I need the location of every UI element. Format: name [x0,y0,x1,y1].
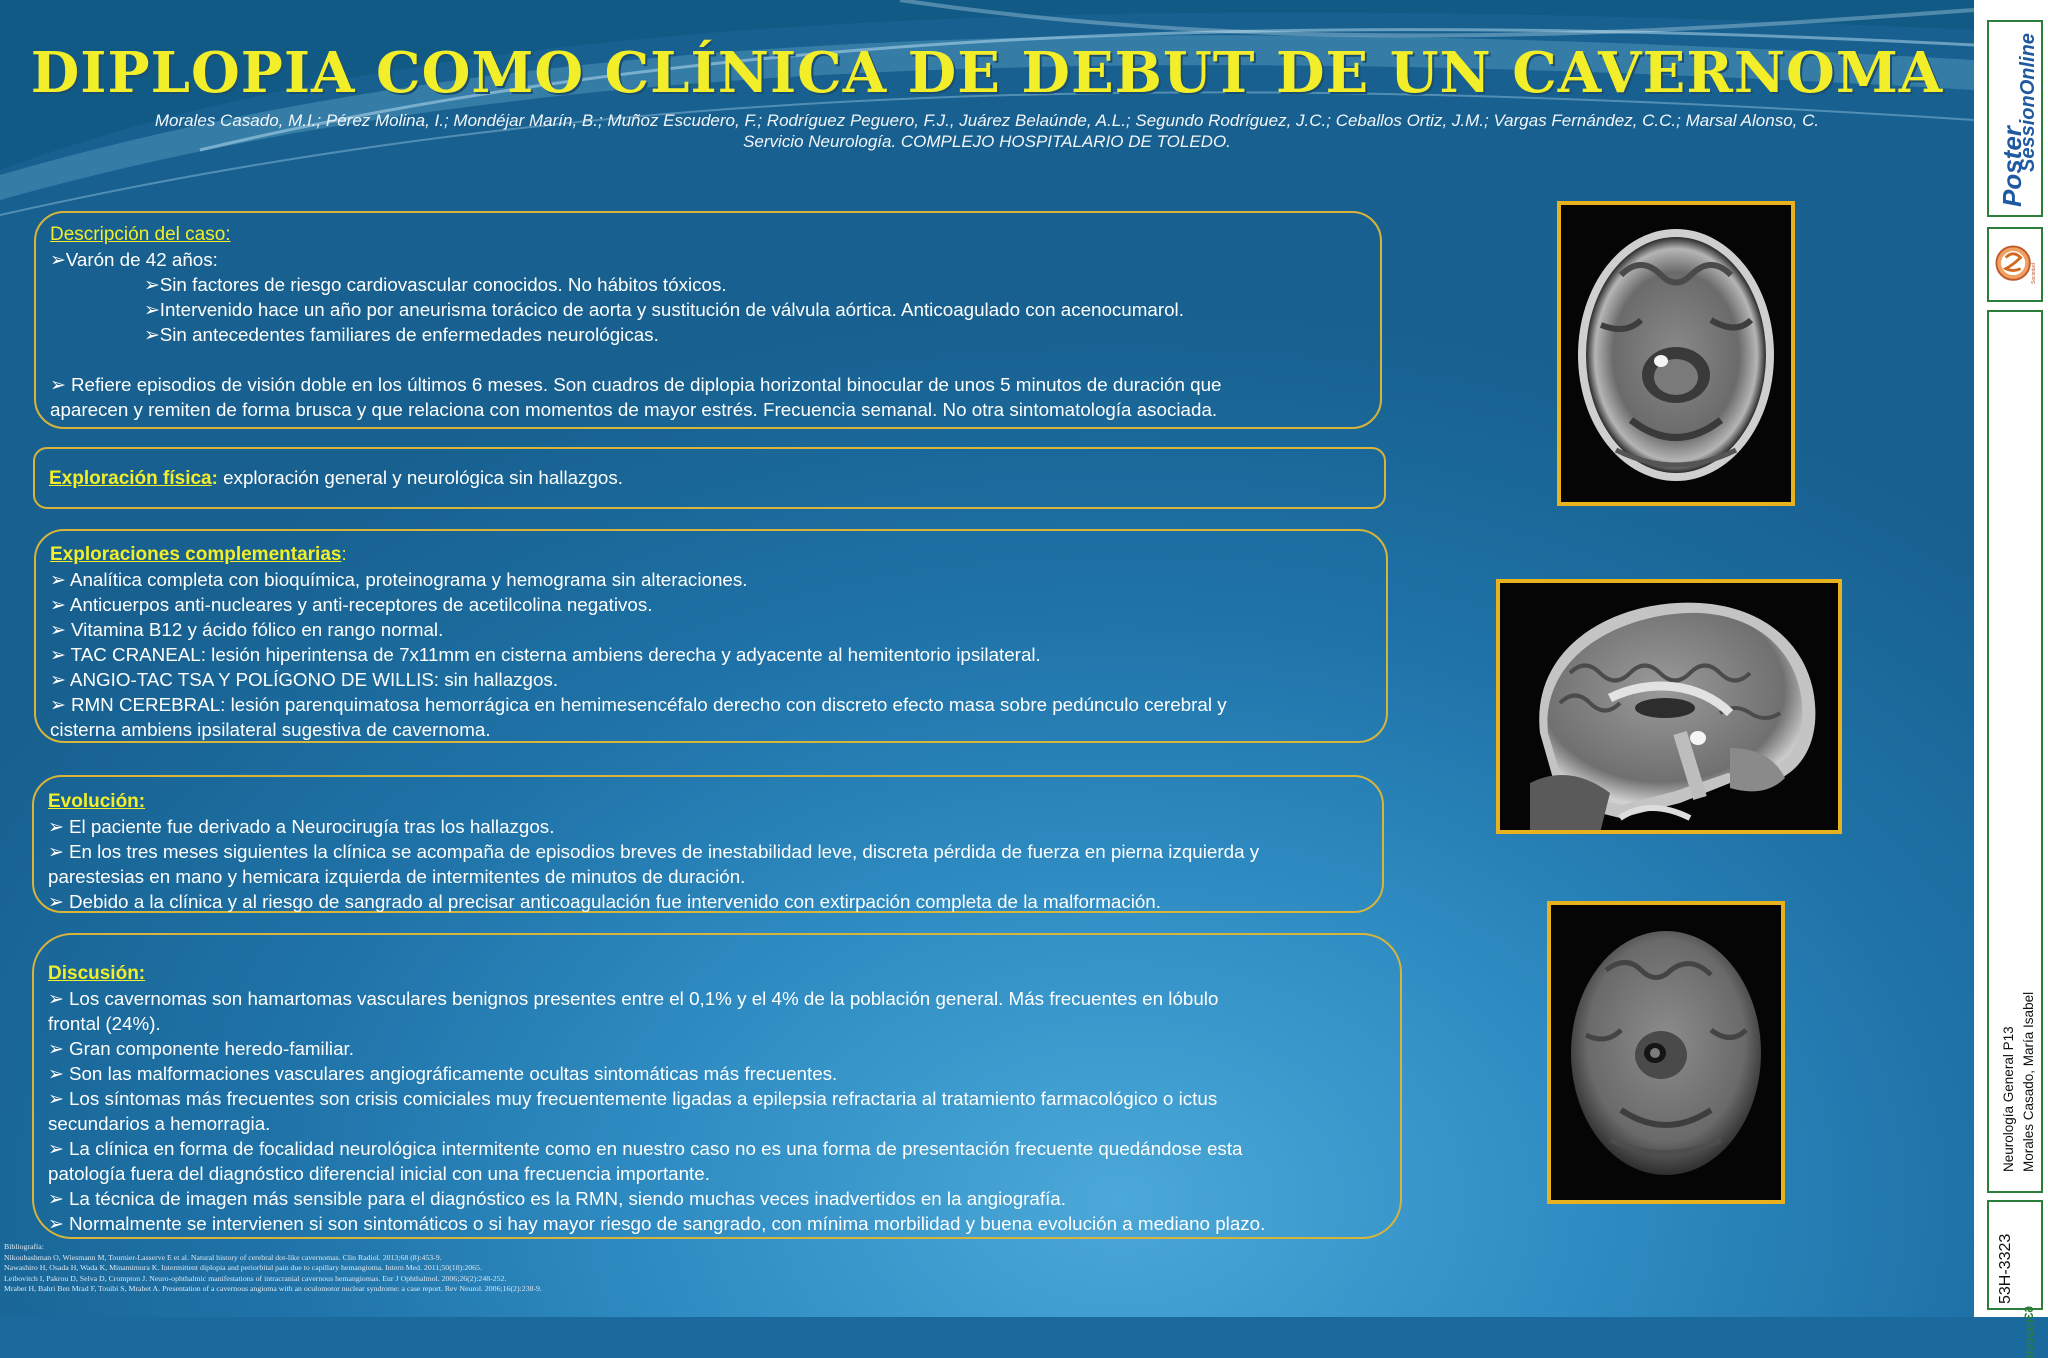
bullet-line: ➢ Debido a la clínica y al riesgo de sangrado al precisar anticoagulación fue intervenido con extirpación completa de la malformación. [48,891,1161,912]
section-heading: Discusión: [48,963,146,984]
bullet-line: ➢Varón de 42 años: [50,249,218,270]
logo-poster-session-online [1987,20,2043,217]
section-evolucion [32,775,1384,913]
bullet-line: ➢ ANGIO-TAC TSA Y POLÍGONO DE WILLIS: sin hallazgos. [50,669,559,690]
society-logo [1987,227,2043,302]
bullet-line: ➢ El paciente fue derivado a Neurocirugía tras los hallazgos. [48,816,555,837]
heading-colon: : [341,543,347,564]
section-discusion [32,933,1402,1239]
bullet-line: ➢Sin factores de riesgo cardiovascular conocidos. No hábitos tóxicos. [144,274,727,295]
bullet-line: ➢ Normalmente se intervienen si son sintomáticos o si hay mayor riesgo de sangrado, con mínima morbilidad y buena evolución a mediano plazo. [48,1213,1266,1234]
institution: Servicio Neurología. COMPLEJO HOSPITALARIO DE TOLEDO. [743,132,1231,151]
mri-axial-image [1557,201,1795,506]
logo-text: Poster [1997,126,2027,207]
text-line: secundarios a hemorragia. [48,1113,271,1134]
bullet-line: ➢Sin antecedentes familiares de enfermedades neurológicas. [144,324,659,345]
bullet-line: ➢ Vitamina B12 y ácido fólico en rango normal. [50,619,444,640]
reference: Leibovitch I, Pakrou D, Selva D, Crompton J. Neuro-ophthalmic manifestations of intracranial cavernous hemangiomas. Eur J Ophthalmol. 2006;26(2):248-252. [4,1273,507,1283]
bibliography [4,1242,542,1295]
text-line: aparecen y remiten de forma brusca y que relaciona con momentos de mayor estrés. Frecuencia semanal. No otra sintomatología asociada. [50,399,1218,420]
text-line: cisterna ambiens ipsilateral sugestiva de cavernoma. [50,719,491,740]
bullet-line: ➢ Son las malformaciones vasculares angiográficamente ocultas sintomáticas más frecuentes. [48,1063,838,1084]
bullet-line: ➢ Anticuerpos anti-nucleares y anti-receptores de acetilcolina negativos. [50,594,653,615]
mri-sagittal-image [1496,579,1842,834]
section-heading: Exploraciones complementarias [50,544,342,565]
logo-small-text: Sociedad [2031,263,2037,284]
heading-colon: : [211,467,218,488]
section-heading: Exploración física [49,468,212,489]
session-info [1987,310,2043,1193]
bullet-line: ➢ Los cavernomas son hamartomas vasculares benignos presentes entre el 0,1% y el 4% de la población general. Más frecuentes en lóbulo [48,988,1219,1009]
congress-label: 63raseen [2022,1306,2036,1358]
poster-code: 53H-3323 [1997,1233,2014,1304]
section-descripcion [34,211,1382,429]
mri-axial-gre-image [1547,901,1785,1204]
bullet-line: ➢ La clínica en forma de focalidad neurológica intermitente como en nuestro caso no es una forma de presentación frecuente quedándose esta [48,1138,1243,1159]
bullet-line: ➢ Los síntomas más frecuentes son crisis comiciales muy frecuentemente ligadas a epilepsia refractaria al tratamiento farmacológico o ictus [48,1088,1218,1109]
section-heading: Evolución: [48,791,146,812]
poster-title: DIPLOPIA COMO CLÍNICA DE DEBUT DE UN CAVERNOMA [30,40,1944,106]
bullet-line: ➢ TAC CRANEAL: lesión hiperintensa de 7x11mm en cisterna ambiens derecha y adyacente al hemitentorio ipsilateral. [50,644,1041,665]
text-line: patología fuera del diagnóstico diferencial inicial con una frecuencia importante. [48,1163,710,1184]
section-exploracion [33,447,1386,509]
presenter-name: Morales Casado, María Isabel [2021,991,2036,1172]
bullet-line: ➢ RMN CEREBRAL: lesión parenquimatosa hemorrágica en hemimesencéfalo derecho con discreto efecto masa sobre pedúnculo cerebral y [50,694,1227,715]
reference: Nikoubashman O, Wiesmann M, Tournier-Lasserve E et al. Natural history of cerebral dot-like cavernomas. Clin Radiol. 2013;68 (8):453-9. [4,1252,442,1262]
session-label: Neurología General P13 [2001,1026,2016,1172]
bullet-line: ➢Intervenido hace un año por aneurisma torácico de aorta y sustitución de válvula aórtica. Anticoagulado con acenocumarol. [144,299,1184,320]
section-complementarias [34,529,1388,743]
text-line: frontal (24%). [48,1013,161,1034]
poster-code-box [1987,1200,2043,1358]
author-list: Morales Casado, M.I.; Pérez Molina, I.; Mondéjar Marín, B.; Muñoz Escudero, F.; Rodríguez Peguero, F.J., Juárez Belaúnde, A.L.; Segundo Rodríguez, J.C.; Ceballos Ortiz, J.M.; Vargas Fernández, C.C.; Marsal Alonso, C. [154,111,1820,130]
bullet-line: ➢ En los tres meses siguientes la clínica se acompaña de episodios breves de inestabilidad leve, discreta pérdida de fuerza en pierna izquierda y [48,841,1260,862]
bullet-line: ➢ La técnica de imagen más sensible para el diagnóstico es la RMN, siendo muchas veces inadvertidos en la angiografía. [48,1188,1066,1209]
bullet-line: ➢ Refiere episodios de visión doble en los últimos 6 meses. Son cuadros de diplopia horizontal binocular de unos 5 minutos de duración que [50,374,1222,395]
section-heading: Descripción del caso: [50,224,231,245]
text-line: parestesias en mano y hemicara izquierda de intermitentes de minutos de duración. [48,866,746,887]
bibliography-heading: Bibliografía: [4,1242,44,1251]
reference: Nawashiro H, Osada H, Wada K, Minamimura K. Intermittent diplopia and periorbital pain due to capillary hemangioma. Intern Med. 2011;50(18):2065. [4,1263,482,1272]
logo-text: SessionOnline [2017,33,2039,172]
section-text: exploración general y neurológica sin hallazgos. [217,467,623,488]
bullet-line: ➢ Analítica completa con bioquímica, proteinograma y hemograma sin alteraciones. [50,569,748,590]
reference: Mrabet H, Bahri Ben Mrad F, Touibi S, Mrabet A. Presentation of a cavernous angioma with an oculomotor nuclear syndrome: a case report. Rev Neurol. 2006;16(2):238-9. [4,1284,542,1293]
sidebar [1974,0,2048,1358]
bullet-line: ➢ Gran componente heredo-familiar. [48,1038,354,1059]
